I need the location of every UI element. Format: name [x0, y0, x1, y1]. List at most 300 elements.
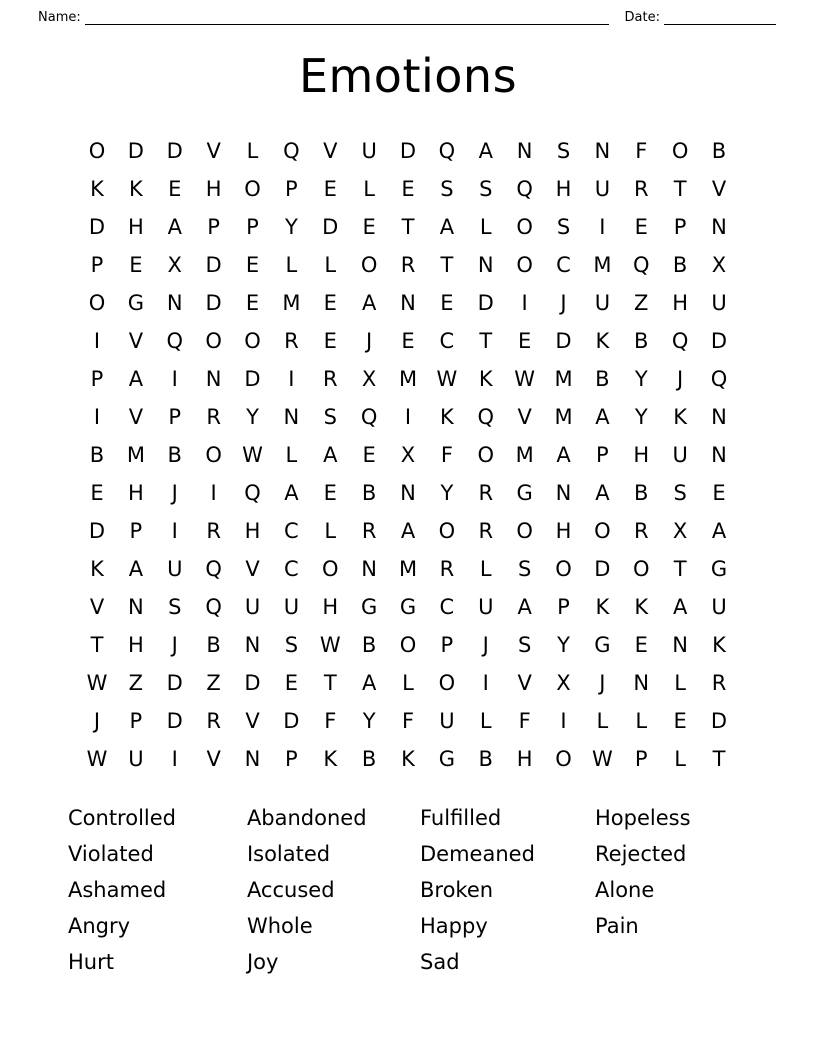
grid-cell[interactable]: K: [478, 367, 493, 391]
word-list-item[interactable]: Isolated: [246, 842, 331, 866]
grid-cell[interactable]: N: [711, 443, 727, 467]
grid-cell[interactable]: A: [361, 671, 377, 695]
grid-cell[interactable]: C: [284, 519, 299, 543]
word-list-item[interactable]: Violated: [68, 842, 154, 866]
grid-cell[interactable]: A: [284, 481, 299, 505]
grid-cell[interactable]: J: [171, 481, 178, 505]
grid-cell[interactable]: F: [401, 709, 415, 733]
grid-cell[interactable]: I: [93, 329, 101, 353]
grid-cell[interactable]: R: [400, 253, 416, 277]
grid-cell[interactable]: N: [128, 595, 144, 619]
grid-cell[interactable]: Q: [205, 595, 222, 619]
grid-cell[interactable]: F: [440, 443, 453, 467]
grid-cell[interactable]: E: [401, 329, 415, 353]
grid-cell[interactable]: C: [439, 595, 455, 619]
grid-cell[interactable]: P: [207, 215, 220, 239]
name-input-line[interactable]: [85, 11, 609, 25]
grid-cell[interactable]: S: [284, 633, 299, 657]
grid-cell[interactable]: R: [206, 519, 221, 543]
grid-cell[interactable]: K: [90, 177, 104, 201]
grid-cell[interactable]: D: [710, 709, 728, 733]
grid-cell[interactable]: E: [323, 329, 337, 353]
grid-cell[interactable]: R: [206, 405, 221, 429]
grid-cell[interactable]: E: [90, 481, 104, 505]
grid-cell[interactable]: K: [90, 557, 104, 581]
grid-cell[interactable]: B: [361, 747, 377, 771]
word-list-item[interactable]: Fulfilled: [420, 806, 502, 830]
grid-cell[interactable]: A: [517, 595, 532, 619]
grid-cell[interactable]: A: [478, 139, 493, 163]
grid-cell[interactable]: B: [361, 481, 377, 505]
grid-cell[interactable]: P: [129, 709, 143, 733]
grid-cell[interactable]: R: [439, 557, 455, 581]
grid-cell[interactable]: P: [557, 595, 570, 619]
grid-cell[interactable]: R: [633, 519, 649, 543]
grid-cell[interactable]: N: [400, 291, 416, 315]
grid-cell[interactable]: G: [399, 595, 417, 619]
grid-cell[interactable]: C: [284, 557, 299, 581]
grid-cell[interactable]: J: [560, 291, 567, 315]
grid-cell[interactable]: O: [438, 519, 456, 543]
grid-cell[interactable]: X: [711, 253, 727, 277]
grid-cell[interactable]: L: [596, 709, 609, 733]
word-list-item[interactable]: Broken: [420, 878, 494, 902]
grid-cell[interactable]: D: [127, 139, 144, 163]
grid-cell[interactable]: H: [127, 481, 144, 505]
grid-cell[interactable]: X: [167, 253, 182, 277]
grid-cell[interactable]: P: [168, 405, 182, 429]
grid-cell[interactable]: E: [712, 481, 726, 505]
grid-cell[interactable]: U: [594, 177, 611, 201]
grid-cell[interactable]: V: [245, 709, 260, 733]
grid-cell[interactable]: T: [401, 215, 415, 239]
grid-cell[interactable]: L: [402, 671, 414, 695]
grid-cell[interactable]: P: [90, 253, 104, 277]
grid-cell[interactable]: N: [672, 633, 688, 657]
grid-cell[interactable]: Q: [283, 139, 300, 163]
grid-cell[interactable]: D: [555, 329, 572, 353]
grid-cell[interactable]: N: [633, 671, 650, 695]
grid-cell[interactable]: I: [560, 709, 567, 733]
grid-cell[interactable]: Q: [438, 139, 456, 163]
grid-cell[interactable]: I: [404, 405, 412, 429]
grid-cell[interactable]: K: [323, 747, 338, 771]
grid-cell[interactable]: O: [399, 633, 417, 657]
grid-cell[interactable]: D: [244, 671, 261, 695]
grid-cell[interactable]: V: [89, 595, 105, 619]
grid-cell[interactable]: W: [86, 747, 108, 771]
grid-cell[interactable]: L: [246, 139, 259, 163]
grid-cell[interactable]: U: [244, 595, 261, 619]
grid-cell[interactable]: V: [517, 405, 532, 429]
grid-cell[interactable]: M: [282, 291, 301, 315]
grid-cell[interactable]: T: [440, 253, 454, 277]
grid-cell[interactable]: W: [514, 367, 535, 391]
grid-cell[interactable]: D: [166, 139, 183, 163]
grid-cell[interactable]: S: [556, 139, 571, 163]
grid-cell[interactable]: P: [440, 633, 454, 657]
grid-cell[interactable]: Q: [632, 253, 650, 277]
grid-cell[interactable]: V: [711, 177, 727, 201]
grid-cell[interactable]: T: [90, 633, 104, 657]
grid-cell[interactable]: N: [205, 367, 222, 391]
word-list-item[interactable]: Controlled: [68, 806, 176, 830]
grid-cell[interactable]: W: [242, 443, 263, 467]
grid-cell[interactable]: V: [517, 671, 532, 695]
grid-cell[interactable]: A: [439, 215, 455, 239]
grid-cell[interactable]: S: [323, 405, 337, 429]
grid-cell[interactable]: S: [517, 633, 532, 657]
grid-cell[interactable]: U: [439, 709, 455, 733]
grid-cell[interactable]: D: [322, 215, 339, 239]
grid-cell[interactable]: Y: [362, 709, 376, 733]
grid-cell[interactable]: N: [283, 405, 300, 429]
grid-cell[interactable]: O: [205, 329, 222, 353]
grid-cell[interactable]: P: [90, 367, 104, 391]
grid-cell[interactable]: L: [324, 519, 337, 543]
grid-cell[interactable]: B: [89, 443, 105, 467]
grid-cell[interactable]: H: [633, 443, 650, 467]
grid-cell[interactable]: E: [168, 177, 182, 201]
word-list-item[interactable]: Alone: [595, 878, 655, 902]
grid-cell[interactable]: O: [205, 443, 222, 467]
grid-cell[interactable]: A: [556, 443, 571, 467]
grid-cell[interactable]: D: [205, 291, 222, 315]
grid-cell[interactable]: M: [593, 253, 612, 277]
grid-cell[interactable]: Z: [634, 291, 649, 315]
grid-cell[interactable]: H: [555, 519, 572, 543]
grid-cell[interactable]: Z: [206, 671, 221, 695]
grid-cell[interactable]: T: [673, 177, 687, 201]
word-list-item[interactable]: Whole: [246, 914, 313, 938]
grid-cell[interactable]: E: [673, 709, 687, 733]
grid-cell[interactable]: N: [711, 405, 727, 429]
grid-cell[interactable]: D: [166, 709, 183, 733]
grid-cell[interactable]: D: [594, 557, 611, 581]
grid-cell[interactable]: L: [479, 557, 492, 581]
word-list-item[interactable]: Happy: [420, 914, 488, 938]
grid-cell[interactable]: H: [516, 747, 533, 771]
grid-cell[interactable]: Q: [516, 177, 533, 201]
grid-cell[interactable]: S: [440, 177, 454, 201]
grid-cell[interactable]: N: [400, 481, 416, 505]
grid-cell[interactable]: D: [399, 139, 417, 163]
grid-cell[interactable]: V: [245, 557, 260, 581]
grid-cell[interactable]: K: [595, 329, 610, 353]
grid-cell[interactable]: I: [482, 671, 489, 695]
grid-cell[interactable]: W: [319, 633, 341, 657]
grid-cell[interactable]: V: [206, 747, 221, 771]
grid-cell[interactable]: W: [86, 671, 108, 695]
grid-cell[interactable]: B: [711, 139, 727, 163]
grid-cell[interactable]: Q: [360, 405, 378, 429]
grid-cell[interactable]: V: [128, 329, 144, 353]
grid-cell[interactable]: W: [436, 367, 458, 391]
grid-cell[interactable]: A: [167, 215, 182, 239]
grid-cell[interactable]: E: [634, 633, 648, 657]
grid-cell[interactable]: E: [362, 443, 376, 467]
grid-cell[interactable]: I: [93, 405, 101, 429]
grid-cell[interactable]: N: [594, 139, 611, 163]
grid-cell[interactable]: O: [88, 291, 106, 315]
grid-cell[interactable]: U: [478, 595, 494, 619]
grid-cell[interactable]: M: [554, 405, 573, 429]
word-list-item[interactable]: Hurt: [68, 950, 114, 974]
grid-cell[interactable]: Y: [634, 405, 648, 429]
grid-cell[interactable]: O: [516, 215, 533, 239]
grid-cell[interactable]: N: [166, 291, 183, 315]
grid-cell[interactable]: U: [594, 291, 611, 315]
grid-cell[interactable]: N: [361, 557, 377, 581]
word-list-item[interactable]: Hopeless: [595, 806, 691, 830]
grid-cell[interactable]: D: [88, 519, 106, 543]
grid-cell[interactable]: L: [674, 747, 686, 771]
grid-cell[interactable]: P: [246, 215, 259, 239]
grid-cell[interactable]: A: [595, 481, 610, 505]
grid-cell[interactable]: I: [171, 519, 178, 543]
grid-cell[interactable]: H: [672, 291, 689, 315]
grid-cell[interactable]: B: [478, 747, 493, 771]
grid-cell[interactable]: D: [88, 215, 106, 239]
grid-cell[interactable]: D: [710, 329, 728, 353]
grid-cell[interactable]: U: [128, 747, 144, 771]
grid-cell[interactable]: O: [244, 329, 261, 353]
grid-cell[interactable]: V: [323, 139, 338, 163]
grid-cell[interactable]: K: [128, 177, 143, 201]
grid-cell[interactable]: G: [594, 633, 611, 657]
grid-cell[interactable]: E: [129, 253, 143, 277]
grid-cell[interactable]: R: [478, 481, 494, 505]
grid-cell[interactable]: G: [438, 747, 456, 771]
grid-cell[interactable]: F: [324, 709, 337, 733]
grid-cell[interactable]: R: [206, 709, 221, 733]
grid-cell[interactable]: E: [245, 291, 260, 315]
grid-cell[interactable]: E: [245, 253, 260, 277]
grid-cell[interactable]: X: [672, 519, 688, 543]
grid-cell[interactable]: B: [361, 633, 377, 657]
word-list-item[interactable]: Angry: [68, 914, 131, 938]
grid-cell[interactable]: D: [283, 709, 300, 733]
grid-cell[interactable]: P: [285, 177, 298, 201]
grid-cell[interactable]: P: [129, 519, 143, 543]
grid-cell[interactable]: O: [632, 557, 650, 581]
grid-cell[interactable]: R: [633, 177, 649, 201]
grid-cell[interactable]: G: [710, 557, 728, 581]
grid-cell[interactable]: K: [401, 747, 415, 771]
grid-cell[interactable]: E: [284, 671, 299, 695]
grid-cell[interactable]: R: [284, 329, 299, 353]
grid-cell[interactable]: L: [285, 253, 298, 277]
grid-cell[interactable]: Q: [671, 329, 689, 353]
grid-cell[interactable]: L: [674, 671, 686, 695]
grid-cell[interactable]: L: [635, 709, 648, 733]
grid-cell[interactable]: G: [516, 481, 533, 505]
grid-cell[interactable]: O: [516, 519, 533, 543]
grid-cell[interactable]: H: [244, 519, 261, 543]
grid-cell[interactable]: X: [556, 671, 571, 695]
grid-cell[interactable]: L: [479, 709, 492, 733]
grid-cell[interactable]: O: [360, 253, 378, 277]
grid-cell[interactable]: K: [634, 595, 649, 619]
grid-cell[interactable]: B: [672, 253, 688, 277]
word-list-item[interactable]: Ashamed: [68, 878, 167, 902]
grid-cell[interactable]: M: [398, 367, 418, 391]
grid-cell[interactable]: Q: [477, 405, 495, 429]
grid-cell[interactable]: O: [244, 177, 261, 201]
grid-cell[interactable]: R: [711, 671, 727, 695]
grid-cell[interactable]: B: [206, 633, 221, 657]
word-list-item[interactable]: Joy: [246, 950, 279, 974]
grid-cell[interactable]: E: [440, 291, 454, 315]
grid-cell[interactable]: A: [323, 443, 338, 467]
grid-cell[interactable]: M: [398, 557, 418, 581]
grid-cell[interactable]: T: [323, 671, 337, 695]
grid-cell[interactable]: L: [479, 215, 492, 239]
grid-cell[interactable]: U: [672, 443, 688, 467]
word-list-item[interactable]: Accused: [246, 878, 335, 902]
grid-cell[interactable]: J: [482, 633, 489, 657]
grid-cell[interactable]: Y: [440, 481, 454, 505]
grid-cell[interactable]: D: [244, 367, 261, 391]
grid-cell[interactable]: V: [206, 139, 221, 163]
grid-cell[interactable]: S: [517, 557, 532, 581]
grid-cell[interactable]: A: [711, 519, 727, 543]
grid-cell[interactable]: H: [127, 215, 144, 239]
grid-cell[interactable]: A: [672, 595, 688, 619]
grid-cell[interactable]: A: [595, 405, 610, 429]
grid-cell[interactable]: I: [288, 367, 295, 391]
grid-cell[interactable]: N: [244, 633, 261, 657]
grid-cell[interactable]: G: [360, 595, 378, 619]
grid-cell[interactable]: Q: [166, 329, 184, 353]
grid-cell[interactable]: A: [400, 519, 416, 543]
grid-cell[interactable]: U: [283, 595, 300, 619]
word-list-item[interactable]: Sad: [420, 950, 460, 974]
word-list-item[interactable]: Demeaned: [420, 842, 535, 866]
grid-cell[interactable]: I: [171, 747, 178, 771]
grid-cell[interactable]: O: [555, 557, 572, 581]
word-list-item[interactable]: Abandoned: [246, 806, 367, 830]
grid-cell[interactable]: Q: [244, 481, 261, 505]
grid-cell[interactable]: O: [555, 747, 572, 771]
grid-cell[interactable]: I: [171, 367, 178, 391]
grid-cell[interactable]: F: [635, 139, 648, 163]
grid-cell[interactable]: B: [167, 443, 182, 467]
grid-cell[interactable]: Q: [710, 367, 728, 391]
grid-cell[interactable]: O: [516, 253, 533, 277]
grid-cell[interactable]: Y: [557, 633, 570, 657]
grid-cell[interactable]: R: [478, 519, 494, 543]
grid-cell[interactable]: Q: [205, 557, 222, 581]
grid-cell[interactable]: K: [595, 595, 610, 619]
grid-cell[interactable]: L: [363, 177, 375, 201]
grid-cell[interactable]: K: [673, 405, 688, 429]
grid-cell[interactable]: J: [366, 329, 373, 353]
grid-cell[interactable]: N: [477, 253, 494, 277]
word-list-item[interactable]: Pain: [595, 914, 639, 938]
grid-cell[interactable]: J: [677, 367, 684, 391]
grid-cell[interactable]: L: [285, 443, 298, 467]
grid-cell[interactable]: P: [596, 443, 609, 467]
grid-cell[interactable]: I: [599, 215, 606, 239]
grid-cell[interactable]: R: [322, 367, 338, 391]
grid-cell[interactable]: U: [167, 557, 183, 581]
grid-cell[interactable]: D: [166, 671, 183, 695]
grid-cell[interactable]: S: [556, 215, 571, 239]
grid-cell[interactable]: H: [322, 595, 339, 619]
grid-cell[interactable]: I: [210, 481, 217, 505]
grid-cell[interactable]: O: [88, 139, 106, 163]
grid-cell[interactable]: I: [521, 291, 528, 315]
grid-cell[interactable]: N: [711, 215, 727, 239]
grid-cell[interactable]: T: [712, 747, 726, 771]
grid-cell[interactable]: H: [205, 177, 222, 201]
grid-cell[interactable]: V: [128, 405, 144, 429]
grid-cell[interactable]: H: [127, 633, 144, 657]
grid-cell[interactable]: T: [673, 557, 687, 581]
grid-cell[interactable]: E: [362, 215, 376, 239]
grid-cell[interactable]: X: [361, 367, 377, 391]
grid-cell[interactable]: A: [361, 291, 377, 315]
grid-cell[interactable]: L: [324, 253, 337, 277]
grid-cell[interactable]: B: [634, 329, 649, 353]
grid-cell[interactable]: C: [439, 329, 455, 353]
grid-cell[interactable]: O: [594, 519, 611, 543]
grid-cell[interactable]: U: [361, 139, 377, 163]
grid-cell[interactable]: S: [168, 595, 182, 619]
grid-cell[interactable]: E: [634, 215, 648, 239]
grid-cell[interactable]: P: [634, 747, 648, 771]
grid-cell[interactable]: P: [285, 747, 298, 771]
grid-cell[interactable]: G: [127, 291, 145, 315]
grid-cell[interactable]: F: [518, 709, 531, 733]
grid-cell[interactable]: E: [323, 177, 337, 201]
grid-cell[interactable]: O: [438, 671, 456, 695]
grid-cell[interactable]: N: [516, 139, 533, 163]
grid-cell[interactable]: D: [205, 253, 222, 277]
grid-cell[interactable]: Z: [128, 671, 144, 695]
grid-cell[interactable]: E: [323, 291, 337, 315]
grid-cell[interactable]: M: [554, 367, 573, 391]
grid-cell[interactable]: J: [93, 709, 101, 733]
grid-cell[interactable]: A: [128, 557, 144, 581]
grid-cell[interactable]: P: [673, 215, 687, 239]
grid-cell[interactable]: M: [126, 443, 145, 467]
grid-cell[interactable]: M: [515, 443, 534, 467]
grid-cell[interactable]: C: [556, 253, 571, 277]
grid-cell[interactable]: T: [479, 329, 493, 353]
grid-cell[interactable]: B: [634, 481, 649, 505]
grid-cell[interactable]: J: [171, 633, 178, 657]
grid-cell[interactable]: K: [712, 633, 726, 657]
word-list-item[interactable]: Rejected: [595, 842, 687, 866]
grid-cell[interactable]: B: [595, 367, 610, 391]
grid-cell[interactable]: N: [555, 481, 572, 505]
grid-cell[interactable]: D: [477, 291, 494, 315]
grid-cell[interactable]: A: [128, 367, 144, 391]
grid-cell[interactable]: E: [401, 177, 415, 201]
grid-cell[interactable]: S: [673, 481, 687, 505]
grid-cell[interactable]: J: [599, 671, 606, 695]
grid-cell[interactable]: O: [671, 139, 689, 163]
grid-cell[interactable]: N: [244, 747, 261, 771]
date-input-line[interactable]: [664, 11, 776, 25]
grid-cell[interactable]: S: [479, 177, 493, 201]
grid-cell[interactable]: H: [555, 177, 572, 201]
grid-cell[interactable]: W: [591, 747, 613, 771]
grid-cell[interactable]: X: [400, 443, 416, 467]
grid-cell[interactable]: U: [711, 595, 727, 619]
